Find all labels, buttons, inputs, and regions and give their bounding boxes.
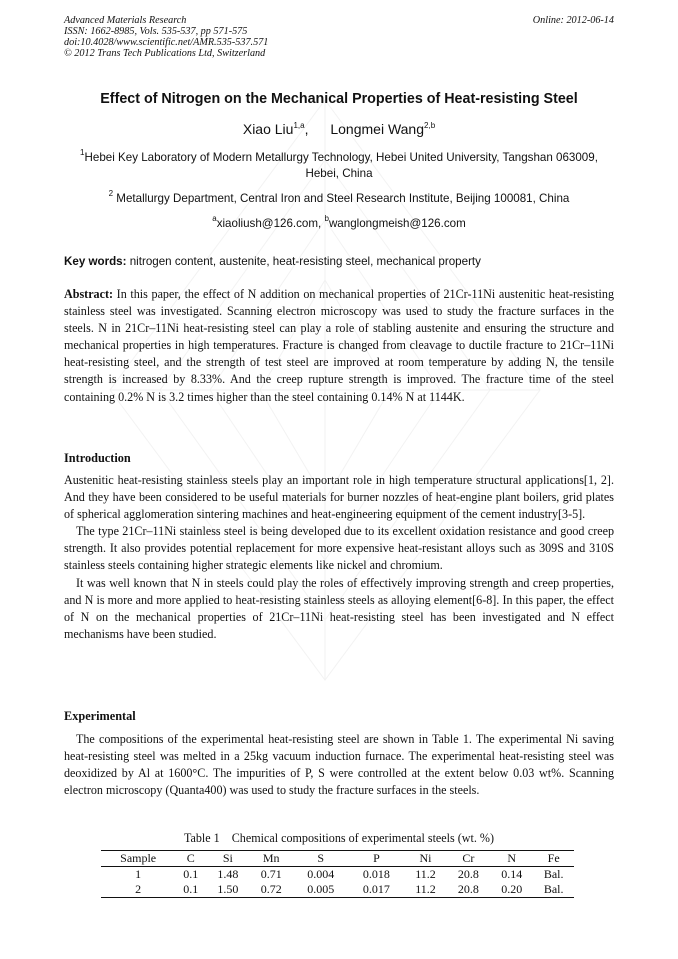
table-row bbox=[101, 882, 574, 898]
author-superscript: 1,a bbox=[293, 121, 305, 130]
composition-table bbox=[101, 850, 574, 898]
table-cell: 0.20 bbox=[501, 882, 523, 896]
email-address: xiaoliush@126.com, bbox=[216, 217, 325, 230]
affiliation-marker: 2 bbox=[108, 189, 114, 198]
table-cell: 0.1 bbox=[183, 867, 199, 881]
affiliation-1 bbox=[70, 150, 608, 182]
column-header: Sample bbox=[120, 851, 157, 865]
column-header: Mn bbox=[262, 851, 280, 865]
column-header: Ni bbox=[419, 851, 432, 865]
paper-title: Effect of Nitrogen on the Mechanical Properties of Heat-resisting Steel bbox=[100, 91, 578, 107]
issn-line: ISSN: 1662-8985, Vols. 535-537, pp 571-575 bbox=[64, 26, 248, 37]
table-cell: 20.8 bbox=[457, 867, 479, 881]
table-cell: 0.018 bbox=[362, 867, 390, 881]
table-label: Table 1 bbox=[183, 831, 220, 845]
abstract-label: Abstract: bbox=[64, 287, 114, 301]
table-cell: 0.71 bbox=[260, 867, 282, 881]
table-cell: 11.2 bbox=[415, 882, 436, 896]
author-superscript: 2,b bbox=[424, 121, 436, 130]
table-caption-text: Chemical compositions of experimental steels (wt. %) bbox=[231, 831, 495, 845]
experimental-body bbox=[64, 731, 614, 799]
table-cell: 0.017 bbox=[362, 882, 390, 896]
table-cell: Bal. bbox=[543, 882, 564, 896]
paragraph: It was well known that N in steels could play the roles of effectively improving strength and creep properties, and N is more and more applied to heat-resisting stainless steels as alloying element[6-8]. In this paper, the effect of N on the mechanical properties of 21Cr–11Ni heat-resisting steel has been investigated and N effect mechanisms have been studied. bbox=[64, 575, 614, 641]
table-cell: 11.2 bbox=[415, 867, 436, 881]
paragraph: The compositions of the experimental heat-resisting steel are shown in Table 1. The experimental Ni saving heat-resisting steel was melted in a 25kg vacuum induction furnace. The experimental heat-resisting steel was deoxidized by Al at 1600°C. The impurities of P, S were controlled at the extent below 0.03 wt%. Scanning electron microscopy (Quanta400) was used to study the fracture surfaces in the steels. bbox=[64, 732, 614, 798]
experimental-heading: Experimental bbox=[64, 709, 136, 723]
journal-name: Advanced Materials Research bbox=[64, 15, 187, 26]
introduction-body bbox=[64, 472, 614, 643]
keywords-text: nitrogen content, austenite, heat-resisting steel, mechanical property bbox=[126, 255, 481, 268]
affiliation-2 bbox=[70, 191, 608, 207]
paragraph: The type 21Cr–11Ni stainless steel is being developed due to its excellent oxidation resistance and good creep strength. It also provides potential replacement for more expensive heat-resistant alloys such as 309S and 310S stainless steels containing higher strategic elements like nickel and chromium. bbox=[64, 524, 614, 573]
column-header: P bbox=[373, 851, 380, 865]
table-caption bbox=[0, 831, 678, 846]
table-cell: 20.8 bbox=[457, 882, 479, 896]
author-list bbox=[0, 121, 678, 137]
table-cell: 0.72 bbox=[260, 882, 282, 896]
affiliation-text: Metallurgy Department, Central Iron and Steel Research Institute, Beijing 100081, China bbox=[113, 192, 570, 205]
column-header: Si bbox=[222, 851, 233, 865]
column-header: Cr bbox=[462, 851, 475, 865]
doi-line: doi:10.4028/www.scientific.net/AMR.535-537.571 bbox=[64, 37, 269, 48]
table-cell: 1.48 bbox=[217, 867, 239, 881]
table-row bbox=[101, 867, 574, 883]
author-name: Longmei Wang bbox=[330, 121, 425, 137]
affiliation-text: Hebei Key Laboratory of Modern Metallurgy Technology, Hebei United University, Tangshan 063009, Hebei, China bbox=[84, 151, 598, 180]
paragraph: Austenitic heat-resisting stainless steels play an important role in high temperature structural applications[1, 2]. And they have been considered to be useful materials for burner nozzles of heat-engine plant boilers, grid plates of spherical agglomeration sintering machines and heat-engineering equipment of the cement industry[3-5]. bbox=[64, 473, 614, 522]
copyright-line: © 2012 Trans Tech Publications Ltd, Switzerland bbox=[64, 48, 266, 59]
column-header: S bbox=[317, 851, 325, 865]
affiliation-marker: 1 bbox=[80, 148, 85, 157]
email-marker: a bbox=[212, 214, 217, 223]
table-cell: 0.14 bbox=[501, 867, 523, 881]
table-cell: 1.50 bbox=[217, 882, 239, 896]
keywords bbox=[64, 255, 614, 268]
email-line bbox=[70, 216, 608, 232]
column-header: C bbox=[186, 851, 195, 865]
table-cell: Bal. bbox=[543, 867, 564, 881]
table-cell: 1 bbox=[135, 867, 142, 881]
author-separator: , bbox=[304, 121, 309, 137]
email-address: wanglongmeish@126.com bbox=[328, 217, 466, 230]
table-cell: 0.1 bbox=[183, 882, 199, 896]
journal-header bbox=[64, 15, 614, 59]
online-date: Online: 2012-06-14 bbox=[532, 15, 614, 26]
column-header: Fe bbox=[547, 851, 560, 865]
email-marker: b bbox=[324, 214, 329, 223]
introduction-heading: Introduction bbox=[64, 451, 131, 465]
table-header-row bbox=[101, 851, 574, 867]
abstract-text: In this paper, the effect of N addition on mechanical properties of 21Cr-11Ni austenitic heat-resisting stainless steel was investigated. Scanning electron microscopy was used to study the fracture surfaces in the steels. N in 21Cr–11Ni heat-resisting steel can play a role of stabling austenite and ensuring the structure and mechanical properties in high temperatures. Fracture is changed from cleavage to ductile fracture to 21Cr–11Ni heat-resisting steel, and the strength of test steel are improved at room temperature by adding N, the tensile strength is increased by 8.33%. And the creep rupture strength is improved. The fracture time of the steel containing 0.2% N is 3.2 times higher than the steel containing 0.14% N at 1144K. bbox=[64, 287, 614, 404]
author-name: Xiao Liu bbox=[242, 121, 294, 137]
keywords-label: Key words: bbox=[64, 255, 127, 268]
table-cell: 0.005 bbox=[307, 882, 335, 896]
table-cell: 0.004 bbox=[307, 867, 335, 881]
abstract bbox=[64, 286, 614, 406]
table-cell: 2 bbox=[135, 882, 142, 896]
column-header: N bbox=[507, 851, 517, 865]
